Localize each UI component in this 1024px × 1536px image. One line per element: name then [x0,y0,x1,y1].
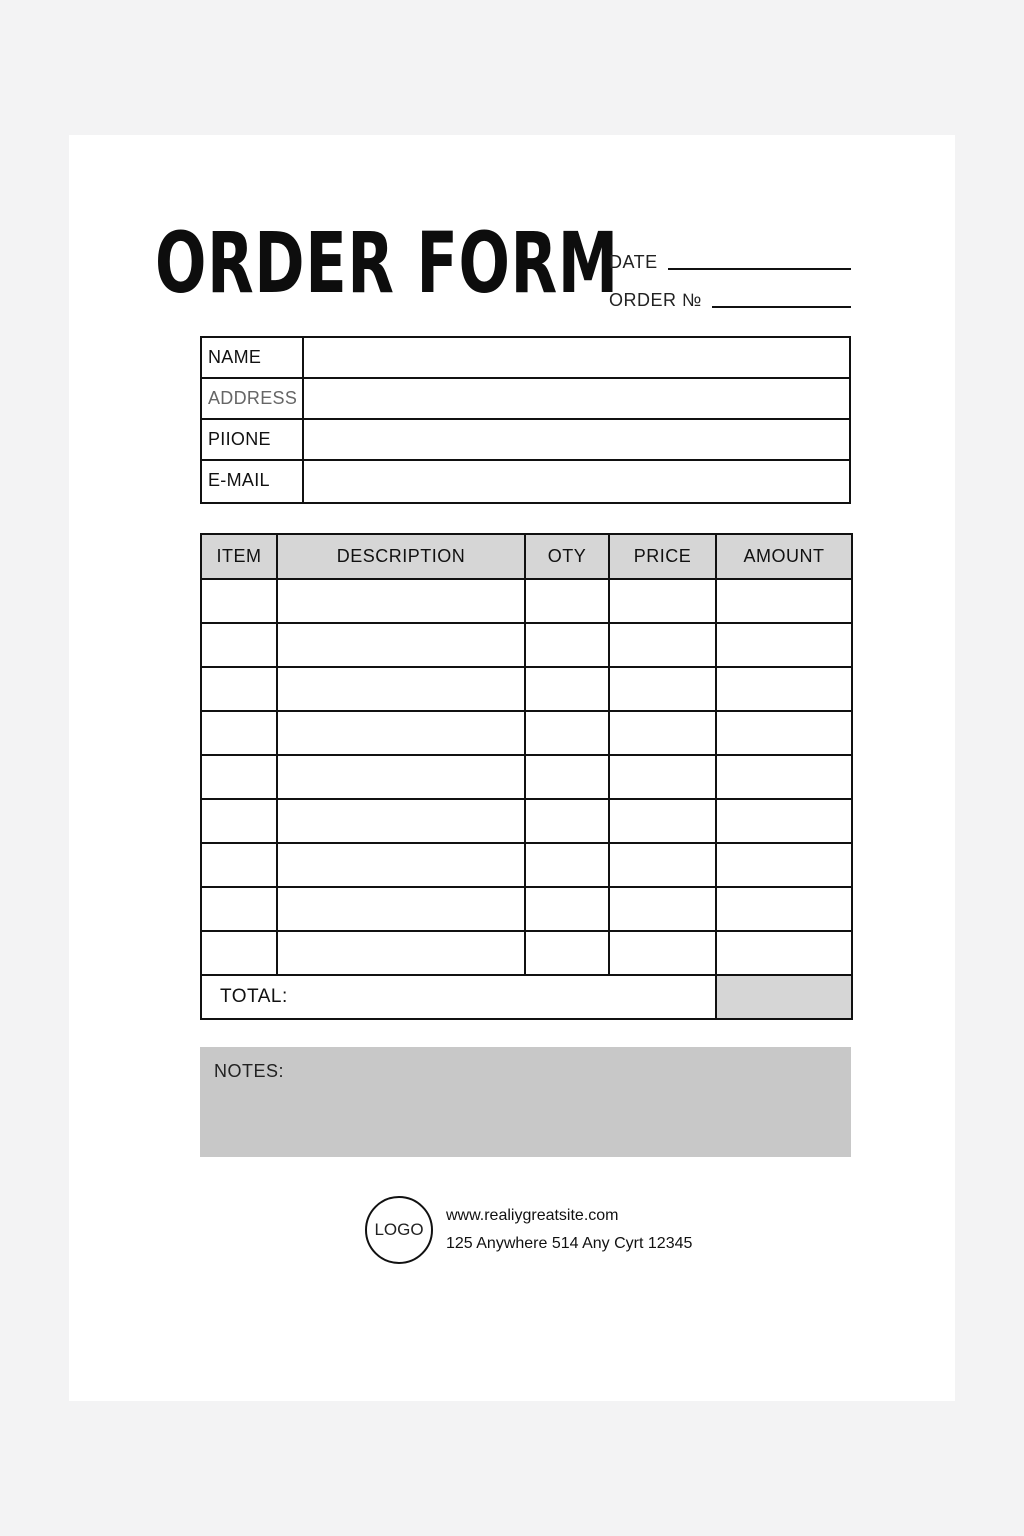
cell-price[interactable] [609,711,716,755]
phone-row [202,420,849,461]
cell-amount[interactable] [716,799,852,843]
cell-description[interactable] [277,667,525,711]
date-label: DATE [609,252,658,272]
cell-price[interactable] [609,887,716,931]
cell-price[interactable] [609,799,716,843]
table-row [201,843,852,887]
website-text: www.realiygreatsite.com [446,1207,619,1224]
footer [365,1196,785,1268]
cell-item[interactable] [201,799,277,843]
logo-badge: LOGO [365,1196,433,1264]
cell-item[interactable] [201,931,277,975]
cell-amount[interactable] [716,667,852,711]
date-field[interactable] [668,268,851,270]
table-row [201,623,852,667]
cell-description[interactable] [277,579,525,623]
cell-price[interactable] [609,579,716,623]
cell-price[interactable] [609,667,716,711]
date-row [609,235,851,273]
cell-amount[interactable] [716,887,852,931]
cell-qty[interactable] [525,931,609,975]
cell-item[interactable] [201,623,277,667]
order-meta [609,235,851,311]
order-number-row [609,273,851,311]
notes-label: NOTES: [214,1061,285,1081]
cell-description[interactable] [277,623,525,667]
cell-item[interactable] [201,667,277,711]
address-label: ADDRESS [202,379,304,418]
column-header-qty: OTY [525,534,609,579]
phone-label: PIIONE [202,420,304,459]
order-number-label: ORDER № [609,290,702,310]
cell-price[interactable] [609,843,716,887]
cell-amount[interactable] [716,931,852,975]
name-field[interactable] [304,338,849,377]
items-table [200,533,853,1020]
email-field[interactable] [304,461,849,502]
total-row [201,975,852,1019]
table-row [201,887,852,931]
cell-amount[interactable] [716,623,852,667]
table-row [201,799,852,843]
cell-description[interactable] [277,931,525,975]
email-label: E-MAIL [202,461,304,502]
table-row [201,711,852,755]
total-label: TOTAL: [201,975,716,1019]
cell-description[interactable] [277,711,525,755]
cell-item[interactable] [201,755,277,799]
cell-qty[interactable] [525,799,609,843]
cell-description[interactable] [277,755,525,799]
order-number-field[interactable] [712,306,851,308]
footer-contact [446,1202,692,1258]
name-row [202,338,849,379]
cell-qty[interactable] [525,887,609,931]
table-row [201,667,852,711]
notes-box[interactable] [200,1047,851,1157]
cell-amount[interactable] [716,755,852,799]
form-title: ORDER FORM [155,214,619,312]
cell-item[interactable] [201,711,277,755]
table-row [201,755,852,799]
cell-description[interactable] [277,843,525,887]
cell-price[interactable] [609,623,716,667]
cell-amount[interactable] [716,579,852,623]
cell-qty[interactable] [525,755,609,799]
cell-item[interactable] [201,887,277,931]
cell-description[interactable] [277,887,525,931]
address-row [202,379,849,420]
customer-info-box [200,336,851,504]
cell-price[interactable] [609,931,716,975]
cell-item[interactable] [201,843,277,887]
cell-item[interactable] [201,579,277,623]
cell-price[interactable] [609,755,716,799]
table-row [201,931,852,975]
name-label: NAME [202,338,304,377]
cell-amount[interactable] [716,843,852,887]
column-header-item: ITEM [201,534,277,579]
column-header-description: DESCRIPTION [277,534,525,579]
cell-qty[interactable] [525,579,609,623]
cell-qty[interactable] [525,623,609,667]
table-row [201,579,852,623]
order-form-page [69,135,955,1401]
address-text: 125 Anywhere 514 Any Cyrt 12345 [446,1235,693,1252]
cell-qty[interactable] [525,667,609,711]
column-header-amount: AMOUNT [716,534,852,579]
items-body [201,579,852,975]
cell-amount[interactable] [716,711,852,755]
address-field[interactable] [304,379,849,418]
cell-description[interactable] [277,799,525,843]
cell-qty[interactable] [525,711,609,755]
column-header-price: PRICE [609,534,716,579]
items-header-row [201,534,852,579]
cell-qty[interactable] [525,843,609,887]
total-amount-cell[interactable] [716,975,852,1019]
phone-field[interactable] [304,420,849,459]
email-row [202,461,849,502]
